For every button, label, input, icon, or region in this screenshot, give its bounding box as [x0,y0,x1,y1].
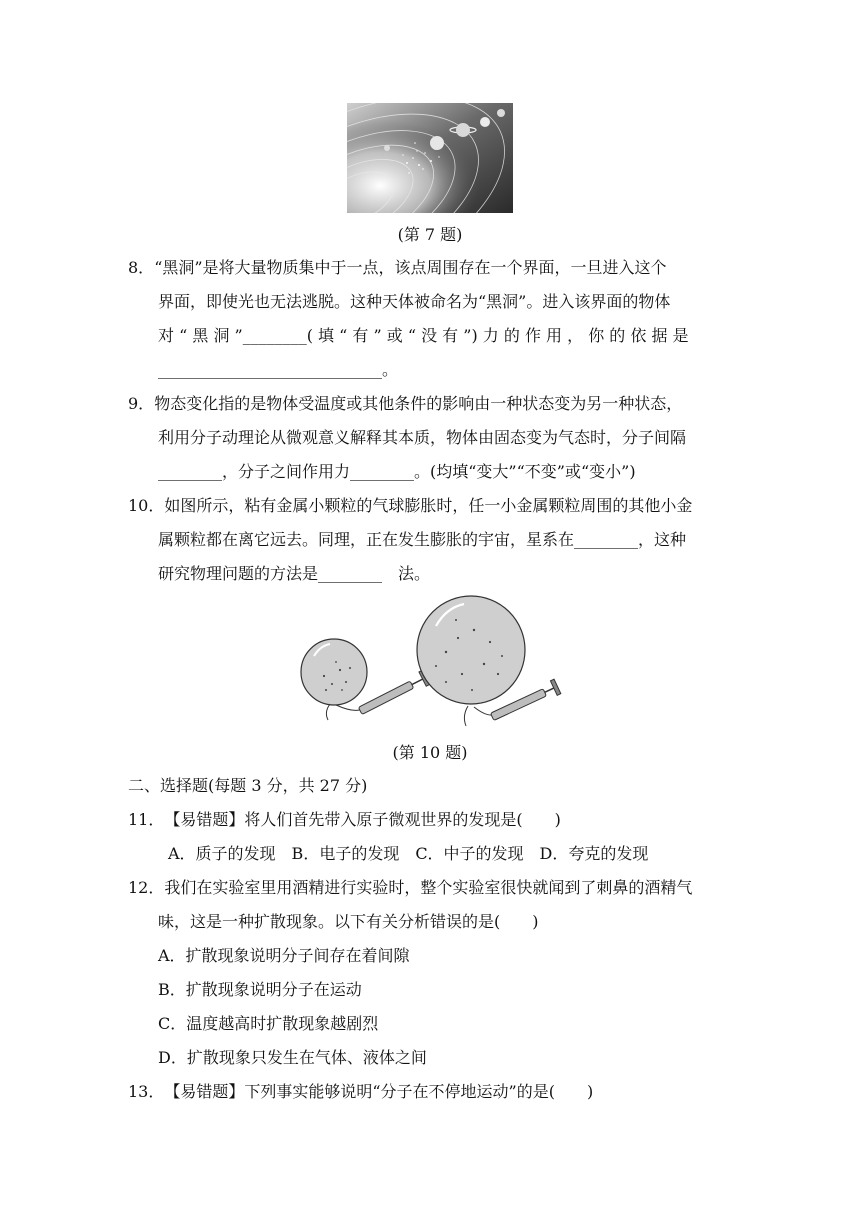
question-12-option-d: D．扩散现象只发生在气体、液体之间 [158,1048,427,1067]
question-12-line-1: 12．我们在实验室里用酒精进行实验时，整个实验室很快就闻到了刺鼻的酒精气 [128,876,692,900]
question-11: 11．【易错题】将人们首先带入原子微观世界的发现是( ) [128,808,561,832]
small-balloon [301,639,430,720]
question-13: 13．【易错题】下列事实能够说明“分子在不停地运动”的是( ) [128,1080,593,1104]
question-11-number: 11． [128,810,165,829]
section-2-title: 二、选择题(每题 3 分，共 27 分) [128,776,368,795]
figure-10-caption: (第 10 题) [392,743,468,762]
question-12-line-2: 味，这是一种扩散现象。以下有关分析错误的是( ) [158,912,539,931]
question-10-line-2: 属颗粒都在离它远去。同理，正在发生膨胀的宇宙，星系在________，这种 [158,530,687,549]
question-10-number: 10． [128,496,165,515]
question-8-line-2: 界面，即使光也无法逃脱。这种天体被命名为“黑洞”。进入该界面的物体 [158,292,671,311]
question-13-number: 13． [128,1082,165,1101]
question-12-number: 12． [128,878,165,897]
question-9-line-1: 9．物态变化指的是物体受温度或其他条件的影响由一种状态变为另一种状态， [128,392,682,416]
solar-system-figure [347,103,513,213]
question-9-line-3: ________，分子之间作用力________。(均填“变大”“不变”或“变小”) [158,462,636,481]
figure-7-caption: (第 7 题) [397,225,463,244]
question-12-option-c: C．温度越高时扩散现象越剧烈 [158,1014,379,1033]
question-8-line-4: ____________________________。 [158,360,399,379]
question-8-line-1: 8．“黑洞”是将大量物质集中于一点，该点周围存在一个界面，一旦进入这个 [128,256,667,280]
question-10-line-1: 10．如图所示，粘有金属小颗粒的气球膨胀时，任一小金属颗粒周围的其他小金 [128,494,692,518]
question-11-options: A．质子的发现 B．电子的发现 C．中子的发现 D．夸克的发现 [168,844,649,863]
question-10-line-3: 研究物理问题的方法是________ 法。 [158,564,431,583]
question-8-number: 8． [128,258,155,277]
balloon-expansion-figure [296,590,566,730]
question-12-option-a: A．扩散现象说明分子间存在着间隙 [158,946,410,965]
large-balloon [417,596,561,726]
question-9-number: 9． [128,394,155,413]
question-9-line-2: 利用分子动理论从微观意义解释其本质，物体由固态变为气态时，分子间隔 [158,428,687,447]
question-8-line-3: 对 “ 黑 洞 ”________( 填 “ 有 ” 或 “ 没 有 ”) 力 的 作 用 ， 你 的 依 据 是 [158,326,689,345]
question-12-option-b: B．扩散现象说明分子在运动 [158,980,362,999]
